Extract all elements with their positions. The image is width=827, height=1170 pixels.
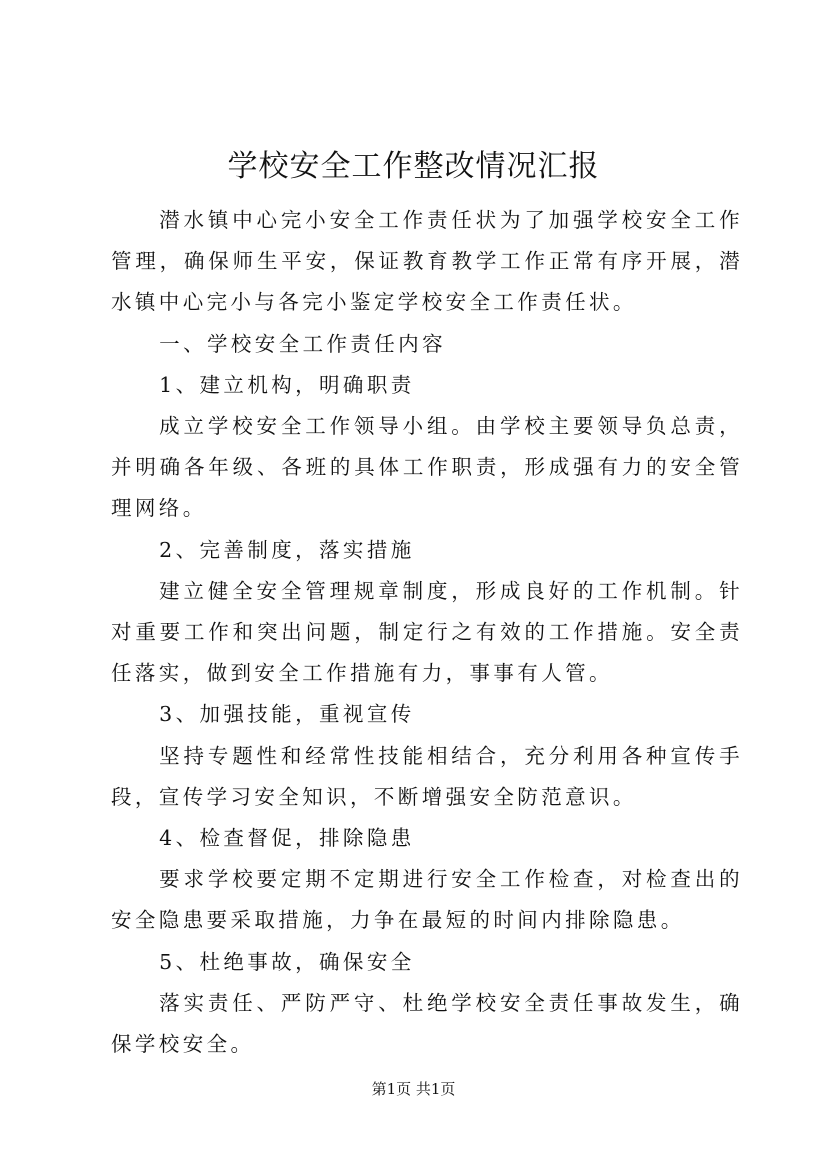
document-body — [111, 200, 743, 1065]
item-body-1: 成立学校安全工作领导小组。由学校主要领导负总责，并明确各年级、各班的具体工作职责，形成强有力的安全管理网络。 — [111, 414, 743, 521]
item-body-5: 落实责任、严防严守、杜绝学校安全责任事故发生，确保学校安全。 — [111, 990, 743, 1057]
item-heading-2: 2、完善制度，落实措施 — [159, 537, 415, 562]
item-heading-3: 3、加强技能，重视宣传 — [159, 702, 415, 727]
item-body-3: 坚持专题性和经常性技能相结合，充分利用各种宣传手段，宣传学习安全知识，不断增强安全防范意识。 — [111, 743, 743, 809]
item-body-4: 要求学校要定期不定期进行安全工作检查，对检查出的安全隐患要采取措施，力争在最短的时间内排除隐患。 — [111, 867, 743, 933]
item-heading-4: 4、检查督促，排除隐患 — [159, 826, 415, 851]
page-number: 第1页 共1页 — [371, 1080, 456, 1098]
section-heading: 一、学校安全工作责任内容 — [159, 331, 446, 356]
paragraph-intro: 潜水镇中心完小安全工作责任状为了加强学校安全工作管理，确保师生平安，保证教育教学工作正常有序开展，潜水镇中心完小与各完小鉴定学校安全工作责任状。 — [111, 208, 743, 315]
item-body-2: 建立健全安全管理规章制度，形成良好的工作机制。针对重要工作和突出问题，制定行之有效的工作措施。安全责任落实，做到安全工作措施有力，事事有人管。 — [111, 578, 743, 686]
item-heading-5: 5、杜绝事故，确保安全 — [159, 949, 415, 974]
item-heading-1: 1、建立机构，明确职责 — [159, 372, 415, 397]
page-footer — [0, 1079, 827, 1099]
document-title: 学校安全工作整改情况汇报 — [227, 149, 600, 184]
